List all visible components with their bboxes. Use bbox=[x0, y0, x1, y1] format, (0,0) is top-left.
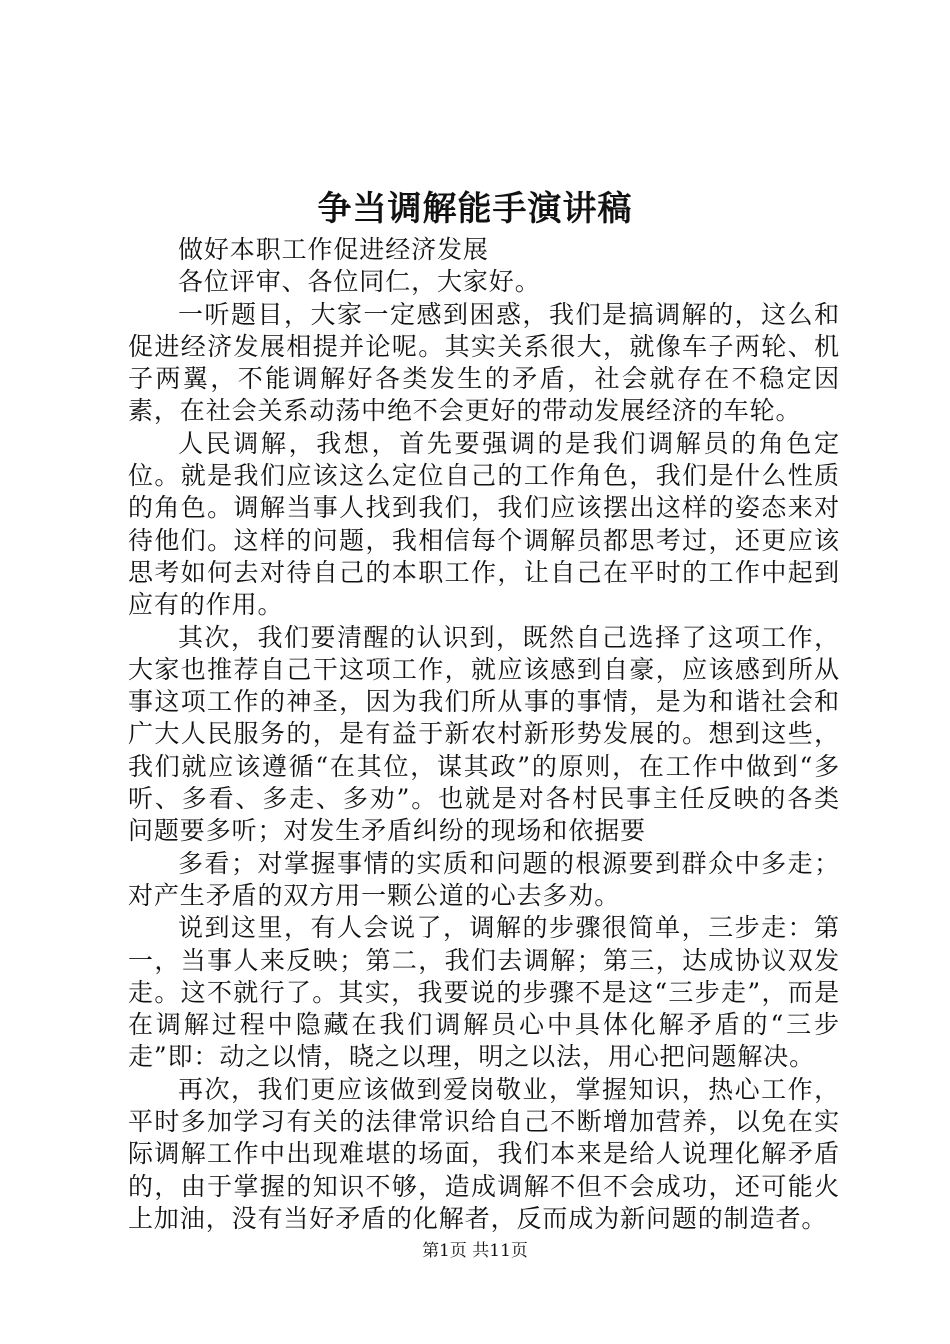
paragraph-subtitle: 做好本职工作促进经济发展 bbox=[178, 235, 489, 264]
document-body bbox=[128, 234, 840, 1235]
paragraph: 说到这里，有人会说了，调解的步骤很简单，三步走：第一，当事人来反映；第二，我们去调解；第三，达成协议双发走。这不就行了。其实，我要说的步骤不是这“三步走”，而是在调解过程中隐藏在我们调解员心中具体化解矛盾的“三步走”即：动之以情，晓之以理，明之以法，用心把问题解决。 bbox=[128, 913, 840, 1072]
paragraph: 再次，我们更应该做到爱岗敬业，掌握知识，热心工作，平时多加学习有关的法律常识给自己不断增加营养，以免在实际调解工作中出现难堪的场面，我们本来是给人说理化解矛盾的，由于掌握的知识不够，造成调解不但不会成功，还可能火上加油，没有当好矛盾的化解者，反而成为新问题的制造者。 bbox=[128, 1074, 840, 1233]
document-title: 争当调解能手演讲稿 bbox=[317, 189, 633, 229]
paragraph-greeting: 各位评审、各位同仁，大家好。 bbox=[178, 267, 541, 297]
page-number-footer: 第1页 共11页 bbox=[422, 1241, 528, 1261]
paragraph: 多看；对掌握事情的实质和问题的根源要到群众中多走；对产生矛盾的双方用一颗公道的心去多劝。 bbox=[128, 848, 840, 910]
paragraph: 人民调解，我想，首先要强调的是我们调解员的角色定位。就是我们应该这么定位自己的工作角色，我们是什么性质的角色。调解当事人找到我们，我们应该摆出这样的姿态来对待他们。这样的问题，我相信每个调解员都思考过，还更应该思考如何去对待自己的本职工作，让自己在平时的工作中起到应有的作用。 bbox=[128, 428, 840, 620]
paragraph: 一听题目，大家一定感到困惑，我们是搞调解的，这么和促进经济发展相提并论呢。其实关系很大，就像车子两轮、机子两翼，不能调解好各类发生的矛盾，社会就存在不稳定因素，在社会关系动荡中绝不会更好的带动发展经济的车轮。 bbox=[128, 299, 840, 426]
paragraph: 其次，我们要清醒的认识到，既然自己选择了这项工作，大家也推荐自己干这项工作，就应该感到自豪，应该感到所从事这项工作的神圣，因为我们所从事的事情，是为和谐社会和广大人民服务的，是有益于新农村新形势发展的。想到这些，我们就应该遵循“在其位，谋其政”的原则，在工作中做到“多听、多看、多走、多劝”。也就是对各村民事主任反映的各类问题要多听；对发生矛盾纠纷的现场和依据要 bbox=[128, 622, 840, 846]
